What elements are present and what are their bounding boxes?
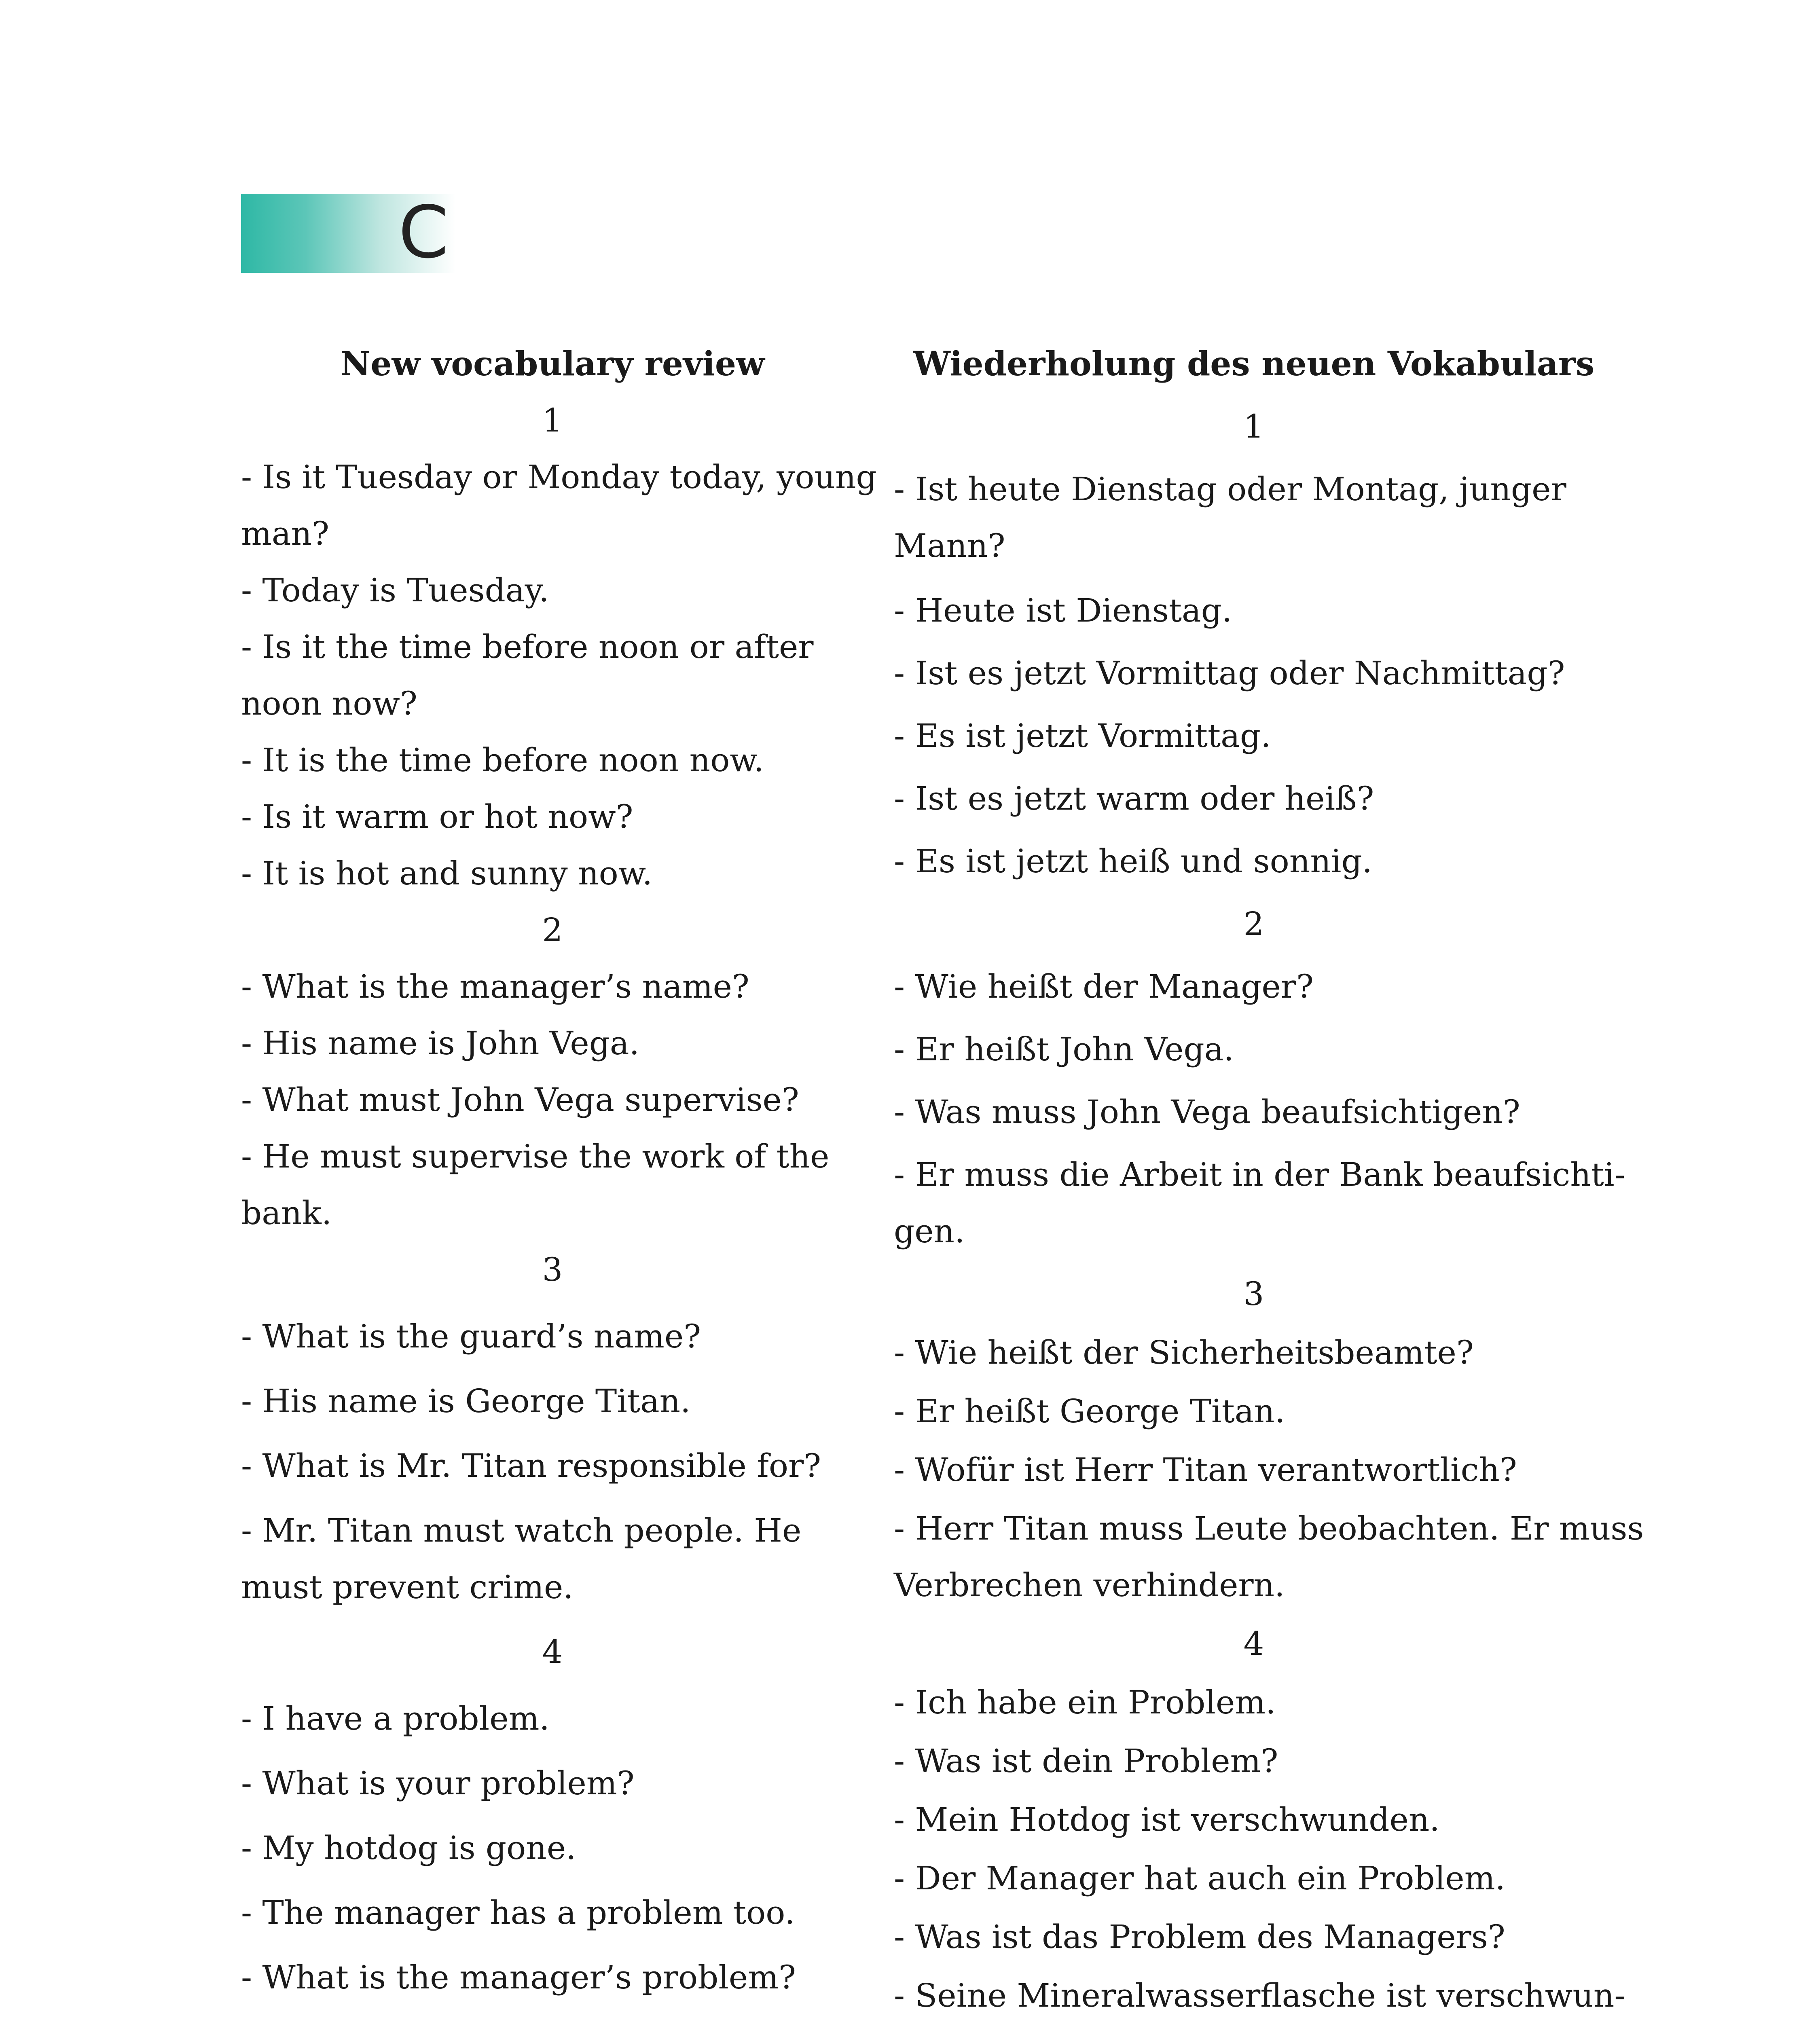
dialogue-line: - What is Mr. Titan responsible for? xyxy=(241,1447,821,1485)
dialogue-line: - Mr. Titan must watch people. He xyxy=(241,1512,802,1549)
english-column-title: New vocabulary review xyxy=(340,345,765,383)
dialogue-line: Mann? xyxy=(894,527,1005,565)
dialogue-line: - What is the guard’s name? xyxy=(241,1318,701,1355)
dialogue-line: - Wie heißt der Manager? xyxy=(894,968,1314,1005)
section-number: 2 xyxy=(1243,905,1264,943)
dialogue-line: - Ist es jetzt warm oder heiß? xyxy=(894,780,1374,817)
dialogue-line: - His name is George Titan. xyxy=(241,1382,691,1420)
dialogue-line: - The manager has a problem too. xyxy=(241,1894,795,1931)
german-column-title: Wiederholung des neuen Vokabulars xyxy=(913,345,1595,383)
dialogue-line: - Is it the time before noon or after xyxy=(241,628,814,666)
dialogue-line: must prevent crime. xyxy=(241,1568,574,1606)
dialogue-line: - Ist heute Dienstag oder Montag, junger xyxy=(894,470,1566,508)
dialogue-line: - Mein Hotdog ist verschwunden. xyxy=(894,1801,1440,1838)
section-number: 3 xyxy=(1243,1275,1264,1313)
dialogue-line: - Today is Tuesday. xyxy=(241,571,549,609)
dialogue-line: - Er heißt John Vega. xyxy=(894,1030,1234,1068)
dialogue-line: - Heute ist Dienstag. xyxy=(894,592,1232,629)
dialogue-line: Verbrechen verhindern. xyxy=(894,1566,1285,1604)
dialogue-line: - His name is John Vega. xyxy=(241,1024,640,1062)
section-number: 1 xyxy=(542,402,563,439)
dialogue-line: - Er heißt George Titan. xyxy=(894,1392,1285,1430)
dialogue-line: gen. xyxy=(894,1212,965,1250)
dialogue-line: - Wie heißt der Sicherheitsbeamte? xyxy=(894,1334,1474,1371)
dialogue-line: - Is it Tuesday or Monday today, young xyxy=(241,458,877,496)
dialogue-line: noon now? xyxy=(241,685,417,722)
dialogue-line: - It is hot and sunny now. xyxy=(241,854,653,892)
dialogue-line: - It is the time before noon now. xyxy=(241,741,764,779)
dialogue-line: - Er muss die Arbeit in der Bank beaufsichti- xyxy=(894,1156,1625,1193)
dialogue-line: - Es ist jetzt heiß und sonnig. xyxy=(894,842,1373,880)
dialogue-line: - Seine Mineralwasserflasche ist verschwun- xyxy=(894,1977,1625,2014)
section-number: 2 xyxy=(542,911,563,949)
section-number: 1 xyxy=(1243,408,1264,445)
dialogue-line: - What is your problem? xyxy=(241,1764,635,1802)
dialogue-line: - Wofür ist Herr Titan verantwortlich? xyxy=(894,1451,1517,1489)
dialogue-line: - Was ist dein Problem? xyxy=(894,1742,1278,1780)
dialogue-line: - Is it warm or hot now? xyxy=(241,798,633,835)
dialogue-line: - Ich habe ein Problem. xyxy=(894,1684,1276,1721)
section-number: 4 xyxy=(542,1633,563,1671)
dialogue-line: - Herr Titan muss Leute beobachten. Er muss xyxy=(894,1510,1644,1547)
dialogue-line: - My hotdog is gone. xyxy=(241,1829,576,1867)
dialogue-line: - What is the manager’s problem? xyxy=(241,1959,796,1996)
dialogue-line: - He must supervise the work of the xyxy=(241,1138,830,1175)
section-number: 3 xyxy=(542,1251,563,1288)
dialogue-line: - Der Manager hat auch ein Problem. xyxy=(894,1859,1505,1897)
dialogue-line: - I have a problem. xyxy=(241,1700,550,1737)
section-number: 4 xyxy=(1243,1625,1264,1662)
dialogue-line: - Es ist jetzt Vormittag. xyxy=(894,717,1271,755)
dialogue-line: man? xyxy=(241,515,329,552)
dialogue-line: - What is the manager’s name? xyxy=(241,968,749,1005)
dialogue-line: - Was muss John Vega beaufsichtigen? xyxy=(894,1093,1520,1131)
dialogue-line: bank. xyxy=(241,1194,332,1232)
dialogue-line: - Ist es jetzt Vormittag oder Nachmittag? xyxy=(894,654,1565,692)
section-letter: C xyxy=(398,190,449,274)
dialogue-line: - What must John Vega supervise? xyxy=(241,1081,799,1119)
dialogue-line: - Was ist das Problem des Managers? xyxy=(894,1918,1505,1956)
